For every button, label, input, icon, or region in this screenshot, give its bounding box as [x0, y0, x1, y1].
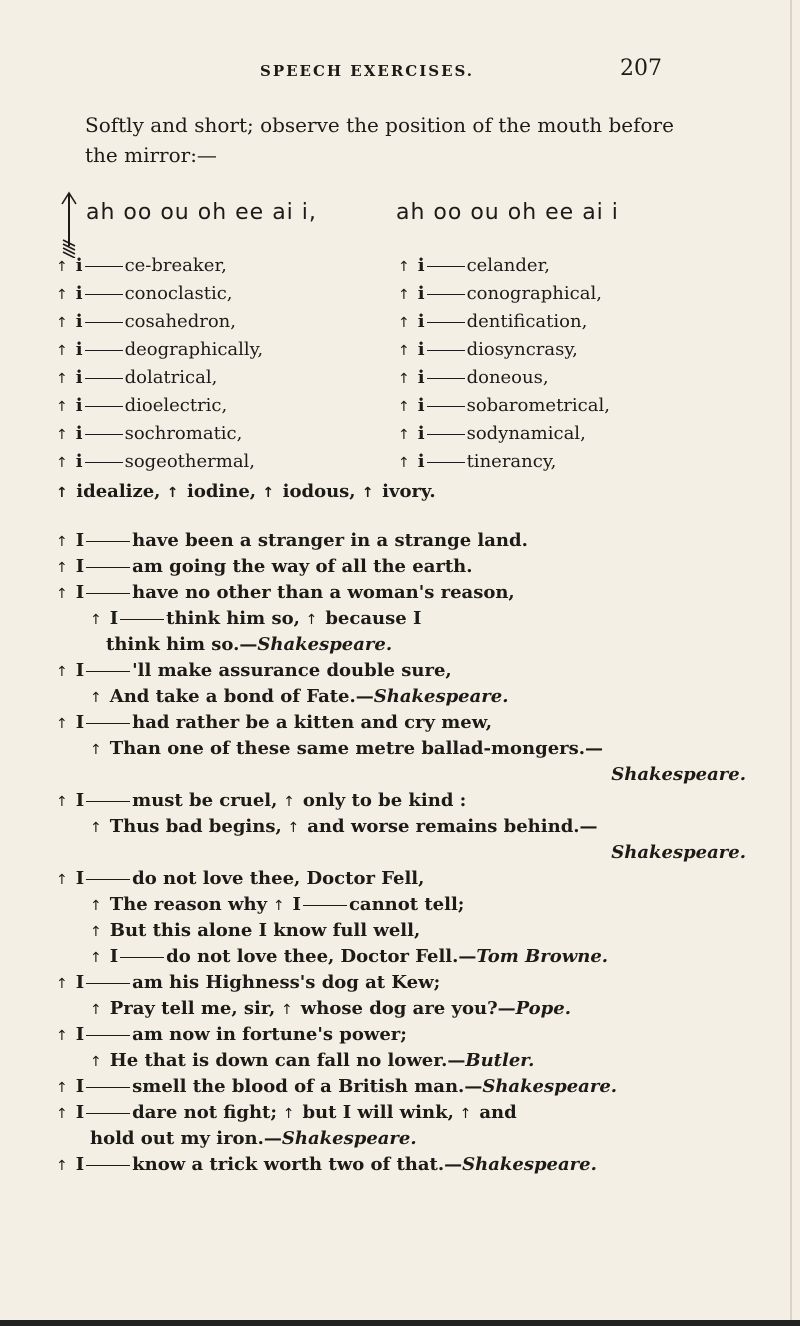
rising-arrow-icon: ↑ — [262, 485, 275, 501]
verse-line — [56, 580, 746, 606]
page-edge — [790, 0, 792, 1326]
initial-letter: i — [75, 423, 83, 444]
page-header — [0, 56, 800, 88]
pronoun-i: I — [75, 1076, 85, 1097]
dash-rule — [86, 671, 130, 672]
word-remainder: cosahedron, — [124, 311, 236, 332]
word-remainder: sogeothermal, — [124, 451, 256, 472]
initial-letter: i — [417, 423, 425, 444]
citation: Shakespeare. — [611, 764, 746, 785]
verse-line — [56, 866, 746, 892]
verse-line — [56, 1022, 746, 1048]
dash-rule — [86, 983, 130, 984]
rising-arrow-icon: ↑ — [90, 950, 102, 966]
word-remainder: celander, — [466, 255, 550, 276]
final-word: idealize, — [76, 481, 161, 502]
verse-text: do not love thee, Doctor Fell, — [132, 868, 425, 889]
rising-arrow-icon: ↑ — [56, 794, 68, 810]
initial-letter: i — [417, 255, 425, 276]
rising-arrow-icon: ↑ — [398, 399, 410, 415]
verse-text: I — [292, 894, 301, 915]
dash-rule — [86, 1087, 130, 1088]
word-row — [56, 392, 263, 420]
verse-line — [56, 554, 746, 580]
verse-line — [56, 606, 746, 632]
word-remainder: dolatrical, — [124, 367, 218, 388]
rising-arrow-icon: ↑ — [166, 485, 179, 501]
dash-rule — [120, 957, 164, 958]
rising-arrow-icon: ↑ — [283, 794, 295, 810]
citation: Shakespeare. — [462, 1154, 597, 1175]
rising-arrow-icon: ↑ — [90, 1002, 102, 1018]
word-remainder: diosyncrasy, — [466, 339, 578, 360]
dash-rule — [85, 294, 123, 295]
rising-arrow-icon: ↑ — [90, 742, 102, 758]
rising-arrow-icon: ↑ — [398, 315, 410, 331]
dash-rule — [427, 350, 465, 351]
rising-arrow-icon: ↑ — [56, 427, 68, 443]
verse-line — [56, 944, 746, 970]
rising-arrow-icon: ↑ — [56, 716, 68, 732]
word-remainder: ce-breaker, — [124, 255, 227, 276]
verse-line — [56, 918, 746, 944]
verse-text: think him so.— — [106, 634, 258, 655]
dash-rule — [85, 434, 123, 435]
rising-arrow-icon: ↑ — [90, 898, 102, 914]
rising-arrow-icon: ↑ — [56, 560, 68, 576]
verse-exercises — [56, 528, 746, 1178]
dash-rule — [427, 434, 465, 435]
verse-text: whose dog are you?— — [300, 998, 516, 1019]
rising-arrow-icon: ↑ — [272, 898, 285, 914]
verse-text: He that is down can fall no lower.— — [109, 1050, 466, 1071]
verse-line — [56, 1152, 746, 1178]
rising-arrow-icon: ↑ — [56, 485, 68, 501]
word-list-left — [56, 252, 263, 476]
rising-arrow-icon: ↑ — [56, 1106, 68, 1122]
rising-arrow-icon: ↑ — [56, 371, 68, 387]
word-remainder: sodynamical, — [466, 423, 586, 444]
verse-line — [56, 528, 746, 554]
pronoun-i: I — [75, 790, 85, 811]
citation: Pope. — [515, 998, 571, 1019]
word-remainder: dioelectric, — [124, 395, 228, 416]
rising-arrow-icon: ↑ — [287, 820, 300, 836]
verse-line — [56, 970, 746, 996]
rising-arrow-icon: ↑ — [56, 664, 68, 680]
verse-text: dare not fight; — [132, 1102, 277, 1123]
rising-arrow-icon: ↑ — [398, 427, 410, 443]
word-row — [398, 420, 610, 448]
dash-rule — [427, 378, 465, 379]
citation: Butler. — [465, 1050, 535, 1071]
dash-rule — [85, 266, 123, 267]
dash-rule — [86, 541, 130, 542]
word-row — [56, 448, 263, 476]
verse-text: because I — [325, 608, 422, 629]
word-row — [56, 364, 263, 392]
word-row — [56, 420, 263, 448]
word-row — [56, 308, 263, 336]
initial-letter: i — [417, 283, 425, 304]
verse-line — [56, 736, 746, 762]
citation: Shakespeare. — [281, 1128, 417, 1149]
rising-arrow-icon: ↑ — [56, 872, 68, 888]
word-row — [56, 280, 263, 308]
initial-letter: i — [75, 395, 83, 416]
citation: Tom Browne. — [476, 946, 609, 967]
dash-rule — [85, 406, 123, 407]
word-row — [56, 252, 263, 280]
verse-line — [56, 1048, 746, 1074]
pronoun-i: I — [75, 582, 85, 603]
rising-arrow-icon: ↑ — [90, 924, 102, 940]
verse-text: had rather be a kitten and cry mew, — [132, 712, 493, 733]
verse-line — [56, 996, 746, 1022]
verse-text: do not love thee, Doctor Fell.— — [166, 946, 477, 967]
verse-text: am his Highness's dog at Kew; — [132, 972, 441, 993]
dash-rule — [427, 266, 465, 267]
pronoun-i: I — [109, 608, 119, 629]
verse-text: But this alone I know full well, — [109, 920, 421, 941]
rising-arrow-icon: ↑ — [90, 820, 102, 836]
rising-arrow-icon: ↑ — [56, 455, 68, 471]
rising-arrow-icon: ↑ — [398, 287, 410, 303]
word-remainder: sochromatic, — [124, 423, 243, 444]
rising-arrow-icon: ↑ — [90, 690, 102, 706]
verse-line — [56, 658, 746, 684]
dash-rule — [85, 462, 123, 463]
pronoun-i: I — [75, 530, 85, 551]
verse-line — [56, 762, 746, 788]
initial-letter: i — [75, 367, 83, 388]
page-bottom-edge — [0, 1320, 800, 1326]
word-row — [398, 308, 610, 336]
verse-text: Than one of these same metre ballad-mongers.— — [109, 738, 604, 759]
final-word-line — [56, 478, 436, 507]
verse-line — [56, 710, 746, 736]
dash-rule — [427, 406, 465, 407]
initial-letter: i — [75, 311, 83, 332]
vowel-row — [60, 190, 740, 250]
verse-line — [56, 684, 746, 710]
word-list-right — [398, 252, 610, 476]
dash-rule — [427, 322, 465, 323]
verse-text: cannot tell; — [348, 894, 465, 915]
pronoun-i: I — [75, 868, 85, 889]
dash-rule — [86, 723, 130, 724]
verse-text: must be cruel, — [132, 790, 278, 811]
pronoun-i: I — [75, 712, 85, 733]
verse-text: And take a bond of Fate.— — [109, 686, 374, 707]
pronoun-i: I — [75, 1024, 85, 1045]
initial-letter: i — [417, 451, 425, 472]
verse-text: am going the way of all the earth. — [132, 556, 473, 577]
verse-text: only to be kind : — [302, 790, 467, 811]
vowels-first: ah oo ou oh ee ai i, — [86, 200, 317, 225]
word-remainder: tinerancy, — [466, 451, 557, 472]
verse-line — [56, 892, 746, 918]
rising-arrow-icon: ↑ — [90, 1054, 102, 1070]
dash-rule — [86, 567, 130, 568]
verse-text: have no other than a woman's reason, — [132, 582, 515, 603]
verse-line — [56, 788, 746, 814]
pronoun-i: I — [75, 972, 85, 993]
verse-text: and worse remains behind.— — [307, 816, 598, 837]
verse-line — [56, 1100, 746, 1126]
rising-arrow-icon: ↑ — [56, 1028, 68, 1044]
initial-letter: i — [417, 311, 425, 332]
verse-line — [56, 840, 746, 866]
initial-letter: i — [75, 255, 83, 276]
citation: Shakespeare. — [482, 1076, 618, 1097]
rising-arrow-icon — [60, 190, 82, 258]
dash-rule — [427, 462, 465, 463]
initial-letter: i — [417, 367, 425, 388]
rising-arrow-icon: ↑ — [305, 612, 318, 628]
dash-rule — [85, 322, 123, 323]
rising-arrow-icon: ↑ — [459, 1106, 472, 1122]
word-row — [398, 280, 610, 308]
word-row — [398, 252, 610, 280]
rising-arrow-icon: ↑ — [281, 1002, 293, 1018]
verse-text: smell the blood of a British man.— — [132, 1076, 483, 1097]
rising-arrow-icon: ↑ — [56, 534, 68, 550]
running-title: SPEECH EXERCISES. — [260, 62, 475, 80]
verse-text: have been a stranger in a strange land. — [132, 530, 528, 551]
intro-text: Softly and short; observe the position of the mouth before the mirror:— — [85, 113, 674, 167]
rising-arrow-icon: ↑ — [56, 1080, 68, 1096]
rising-arrow-icon: ↑ — [361, 485, 374, 501]
word-row — [56, 336, 263, 364]
rising-arrow-icon: ↑ — [56, 287, 68, 303]
word-row — [398, 392, 610, 420]
initial-letter: i — [417, 395, 425, 416]
final-word: ivory. — [382, 481, 436, 502]
verse-line — [56, 1126, 746, 1152]
citation: Shakespeare. — [611, 842, 746, 863]
word-remainder: sobarometrical, — [466, 395, 610, 416]
word-row — [398, 336, 610, 364]
dash-rule — [86, 879, 130, 880]
rising-arrow-icon: ↑ — [56, 315, 68, 331]
rising-arrow-icon: ↑ — [282, 1106, 295, 1122]
citation: Shakespeare. — [373, 686, 509, 707]
initial-letter: i — [75, 283, 83, 304]
dash-rule — [86, 1113, 130, 1114]
word-row — [398, 364, 610, 392]
dash-rule — [85, 378, 123, 379]
verse-text: hold out my iron.— — [90, 1128, 282, 1149]
verse-text: Pray tell me, sir, — [109, 998, 276, 1019]
dash-rule — [303, 905, 347, 906]
pronoun-i: I — [75, 1102, 85, 1123]
rising-arrow-icon: ↑ — [90, 612, 102, 628]
rising-arrow-icon: ↑ — [398, 371, 410, 387]
final-word: iodine, — [187, 481, 257, 502]
verse-text: am now in fortune's power; — [132, 1024, 407, 1045]
dash-rule — [86, 1165, 130, 1166]
word-remainder: conographical, — [466, 283, 602, 304]
vowels-second: ah oo ou oh ee ai i — [396, 200, 619, 225]
dash-rule — [86, 1035, 130, 1036]
verse-text: know a trick worth two of that.— — [132, 1154, 463, 1175]
pronoun-i: I — [75, 660, 85, 681]
dash-rule — [427, 294, 465, 295]
rising-arrow-icon: ↑ — [398, 455, 410, 471]
dash-rule — [120, 619, 164, 620]
final-word: iodous, — [282, 481, 356, 502]
rising-arrow-icon: ↑ — [56, 976, 68, 992]
rising-arrow-icon: ↑ — [56, 1158, 68, 1174]
verse-text: but I will wink, — [302, 1102, 454, 1123]
dash-rule — [85, 350, 123, 351]
word-remainder: conoclastic, — [124, 283, 233, 304]
page-number: 207 — [620, 56, 662, 81]
pronoun-i: I — [109, 946, 119, 967]
rising-arrow-icon: ↑ — [398, 259, 410, 275]
verse-line — [56, 1074, 746, 1100]
initial-letter: i — [417, 339, 425, 360]
verse-line — [56, 632, 746, 658]
pronoun-i: I — [75, 556, 85, 577]
rising-arrow-icon: ↑ — [56, 343, 68, 359]
initial-letter: i — [75, 451, 83, 472]
verse-text: The reason why — [109, 894, 268, 915]
word-remainder: deographically, — [124, 339, 264, 360]
word-remainder: doneous, — [466, 367, 549, 388]
verse-text: Thus bad begins, — [109, 816, 282, 837]
pronoun-i: I — [75, 1154, 85, 1175]
verse-text: 'll make assurance double sure, — [132, 660, 452, 681]
word-row — [398, 448, 610, 476]
rising-arrow-icon: ↑ — [56, 586, 68, 602]
word-remainder: dentification, — [466, 311, 588, 332]
rising-arrow-icon: ↑ — [398, 343, 410, 359]
rising-arrow-icon: ↑ — [56, 399, 68, 415]
dash-rule — [86, 593, 130, 594]
rising-arrow-icon: ↑ — [56, 259, 68, 275]
dash-rule — [86, 801, 130, 802]
initial-letter: i — [75, 339, 83, 360]
verse-text: think him so, — [166, 608, 300, 629]
verse-line — [56, 814, 746, 840]
verse-text: and — [479, 1102, 517, 1123]
citation: Shakespeare. — [257, 634, 393, 655]
